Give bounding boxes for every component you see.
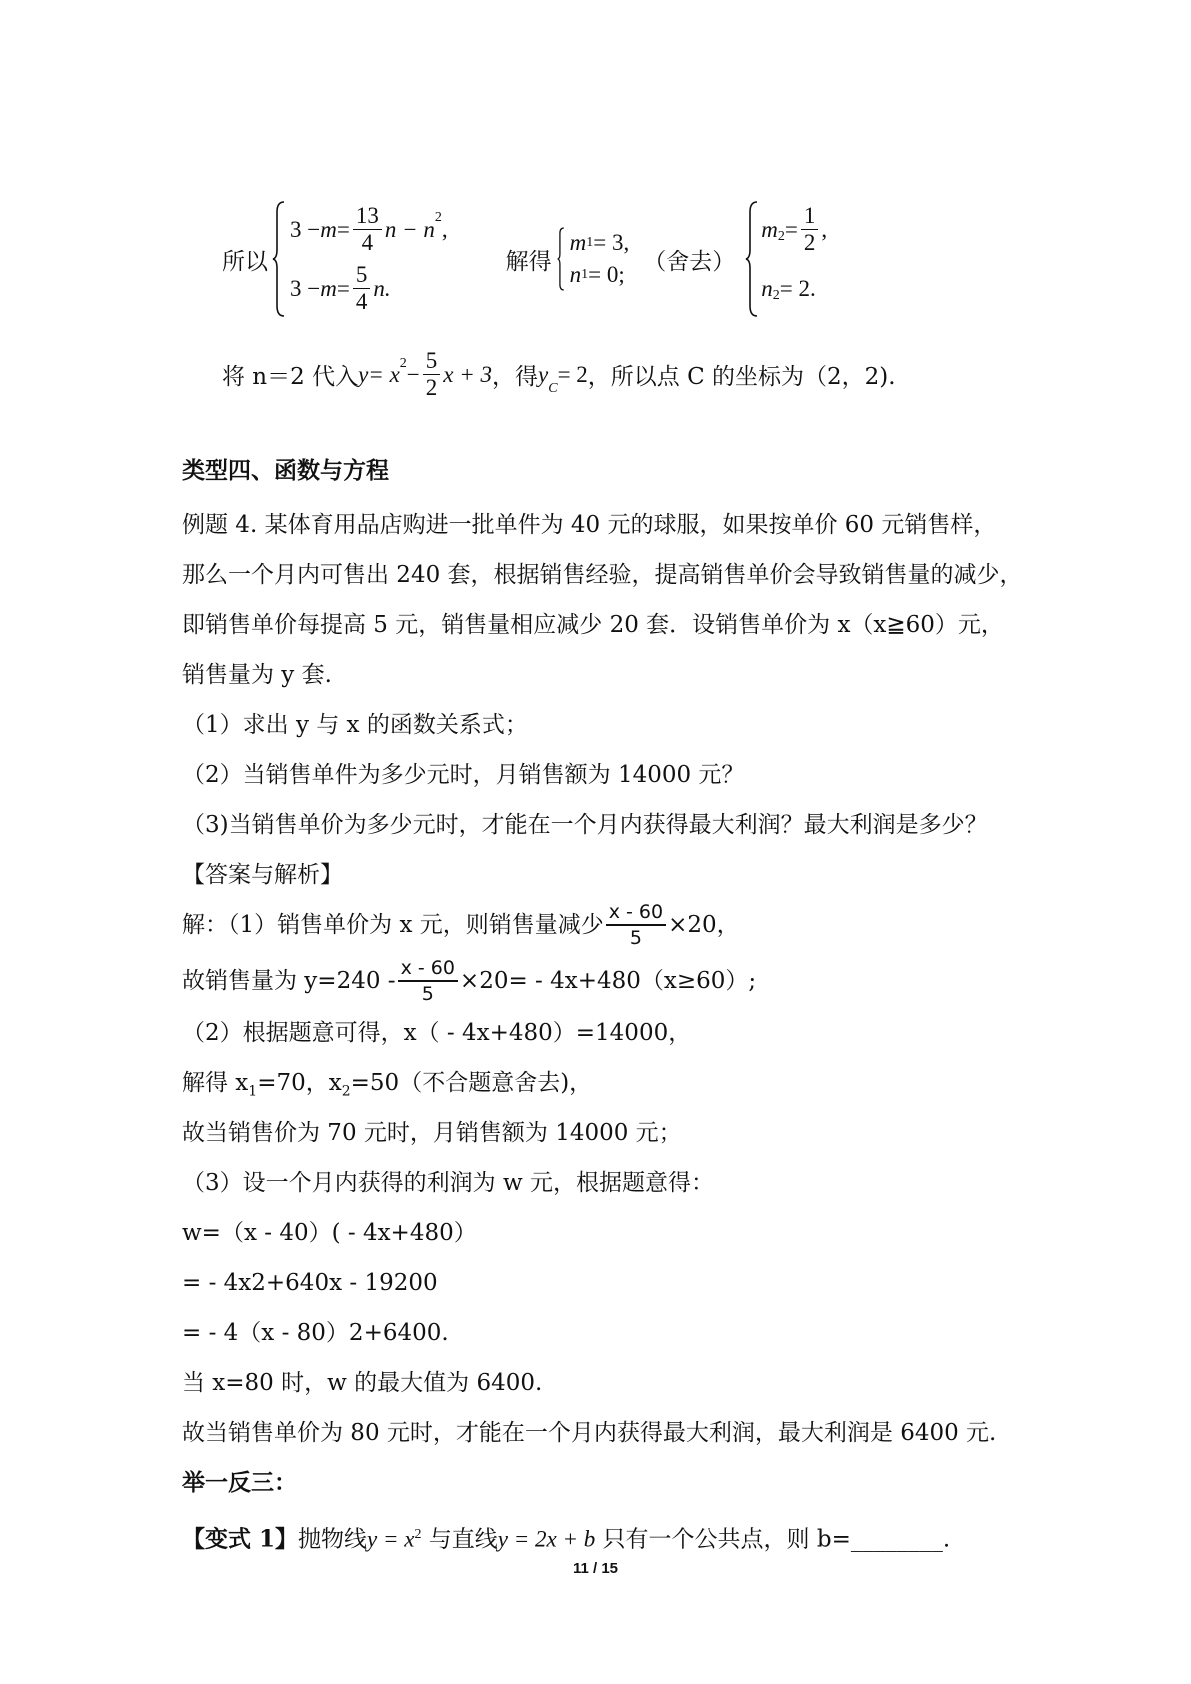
solution-line-4: 解得 $x_1=70$，$x_2=50$（不合题意舍去)，	[182, 1070, 593, 1100]
question-1: （1）求出 y 与 x 的函数关系式；	[182, 712, 528, 738]
equation-2: 3 − m = $\frac{5}{4}$ n.	[290, 262, 391, 314]
solution-line-2: 故销售量为 y=240 - $\frac{x - 60}{5}$ ×20= - 4x+480（x≥60）;	[182, 957, 757, 1005]
solution-line-7: w=（x - 40）( - 4x+480）	[182, 1220, 477, 1246]
left-brace-icon	[745, 200, 759, 318]
solve-label: 解得	[505, 248, 552, 275]
substitute-line: 将 n＝2 代入 y = x $^2$ − $\frac{5}{2}$ x + 3 ，得 y $_C$ = 2 ，所以点 C 的坐标为（2，2).	[222, 348, 896, 400]
solution-1: m 1 = 3, n 1 = 0;	[569, 230, 630, 287]
equation-1: 3 − m = $\frac{13}{4}$ n − n $^2$ ,	[290, 203, 448, 255]
fraction: $\frac{5}{2}$	[423, 348, 441, 401]
variant-1: 【变式 1】抛物线$y = x^2$ 与直线y = 2x + b 只有一个公共点，则 b=________.	[182, 1525, 951, 1553]
section-title: 类型四、函数与方程	[182, 457, 389, 484]
answer-title: 【答案与解析】	[182, 862, 343, 888]
problem-line-4: 销售量为 y 套.	[182, 662, 332, 688]
problem-line-3: 即销售单价每提高 5 元，销售量相应减少 20 套．设销售单价为 x（x≧60）元，	[182, 612, 1004, 638]
solution-line-5: 故当销售价为 70 元时，月销售额为 14000 元；	[182, 1120, 682, 1146]
practice-title: 举一反三：	[182, 1469, 297, 1496]
page-number: 11 / 15	[572, 1560, 619, 1577]
solution-line-10: 当 x=80 时，w 的最大值为 6400.	[182, 1370, 543, 1396]
problem-line-1: 例题 4. 某体育用品店购进一批单件为 40 元的球服，如果按单价 60 元销售样，	[182, 512, 997, 538]
fraction: $\frac{x - 60}{5}$	[606, 900, 666, 950]
fraction: $\frac{x - 60}{5}$	[398, 956, 458, 1006]
system-block	[222, 200, 827, 318]
discard-label: （舍去）	[643, 248, 736, 275]
variant-label: 【变式 1】	[182, 1525, 299, 1553]
solution-2: m $_2$ = $\frac{1}{2}$ , n $_2$ = 2.	[761, 203, 828, 303]
question-2: （2）当销售单件为多少元时，月销售额为 14000 元？	[182, 762, 745, 788]
solution-line-1: 解：（1）销售单价为 x 元，则销售量减少 $\frac{x - 60}{5}$ ×20，	[182, 901, 740, 949]
fraction: $\frac{1}{2}$	[801, 203, 819, 256]
left-brace-icon	[554, 227, 568, 291]
solution-line-11: 故当销售单价为 80 元时，才能在一个月内获得最大利润，最大利润是 6400 元.	[182, 1420, 997, 1446]
question-3: （3)当销售单价为多少元时，才能在一个月内获得最大利润？最大利润是多少？	[182, 812, 988, 838]
left-brace-icon	[272, 200, 286, 318]
equation-system	[290, 200, 448, 318]
solution-line-8: = - 4x2+640x - 19200	[182, 1270, 438, 1296]
problem-line-2: 那么一个月内可售出 240 套，根据销售经验，提高销售单价会导致销售量的减少，	[182, 562, 1023, 588]
solution-line-9: = - 4（x - 80）2+6400.	[182, 1320, 449, 1346]
solution-line-3: （2）根据题意可得，x（ - 4x+480）=14000，	[182, 1020, 692, 1046]
fraction: $\frac{5}{4}$	[353, 262, 371, 315]
so-label: 所以	[222, 248, 268, 275]
fraction: $\frac{13}{4}$	[353, 203, 382, 256]
solution-line-6: （3）设一个月内获得的利润为 w 元，根据题意得：	[182, 1170, 714, 1196]
